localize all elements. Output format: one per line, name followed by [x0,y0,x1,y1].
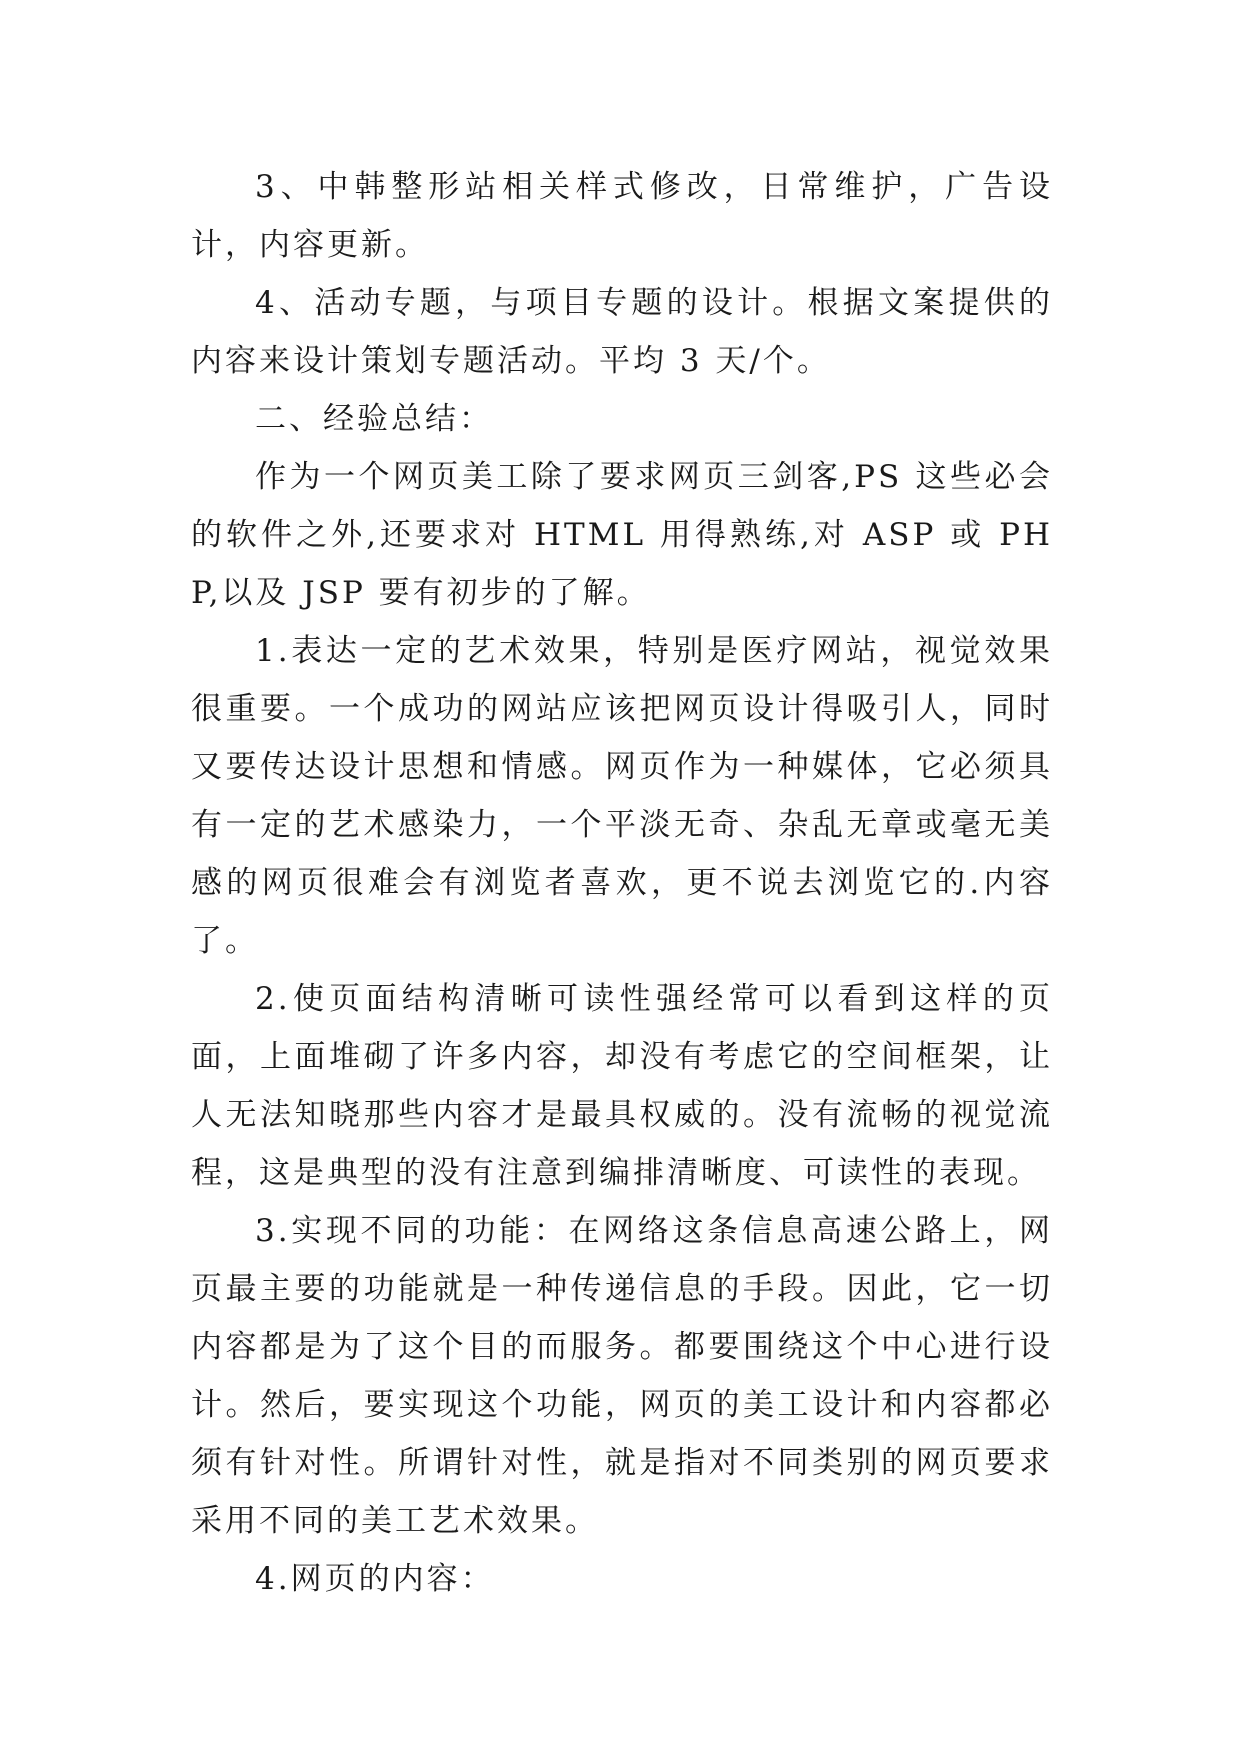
paragraph-item-3: 3、中韩整形站相关样式修改，日常维护，广告设计，内容更新。 [191,169,1053,263]
paragraph-point-2: 2.使页面结构清晰可读性强经常可以看到这样的页面，上面堆砌了许多内容，却没有考虑它的空间框架，让人无法知晓那些内容才是最具权威的。没有流畅的视觉流程，这是典型的没有注意到编排清晰度、可读性的表现。 [191,981,1053,1191]
paragraph-point-3: 3.实现不同的功能：在网络这条信息高速公路上，网页最主要的功能就是一种传递信息的手段。因此，它一切内容都是为了这个目的而服务。都要围绕这个中心进行设计。然后，要实现这个功能，网页的美工设计和内容都必须有针对性。所谓针对性，就是指对不同类别的网页要求采用不同的美工艺术效果。 [191,1213,1053,1539]
paragraph-point-4: 4.网页的内容： [255,1561,495,1597]
paragraph-point-1: 1.表达一定的艺术效果，特别是医疗网站，视觉效果很重要。一个成功的网站应该把网页设计得吸引人，同时又要传达设计思想和情感。网页作为一种媒体，它必须具有一定的艺术感染力，一个平淡无奇、杂乱无章或毫无美感的网页很难会有浏览者喜欢，更不说去浏览它的.内容了。 [191,633,1053,959]
paragraph-intro: 作为一个网页美工除了要求网页三剑客,PS 这些必会的软件之外,还要求对 HTML 用得熟练,对 ASP 或 PHP,以及 JSP 要有初步的了解。 [191,459,1053,611]
document-body [191,158,1053,1608]
section-heading-experience: 二、经验总结： [255,401,493,437]
paragraph-item-4: 4、活动专题，与项目专题的设计。根据文案提供的内容来设计策划专题活动。平均 3 天/个。 [191,285,1053,379]
